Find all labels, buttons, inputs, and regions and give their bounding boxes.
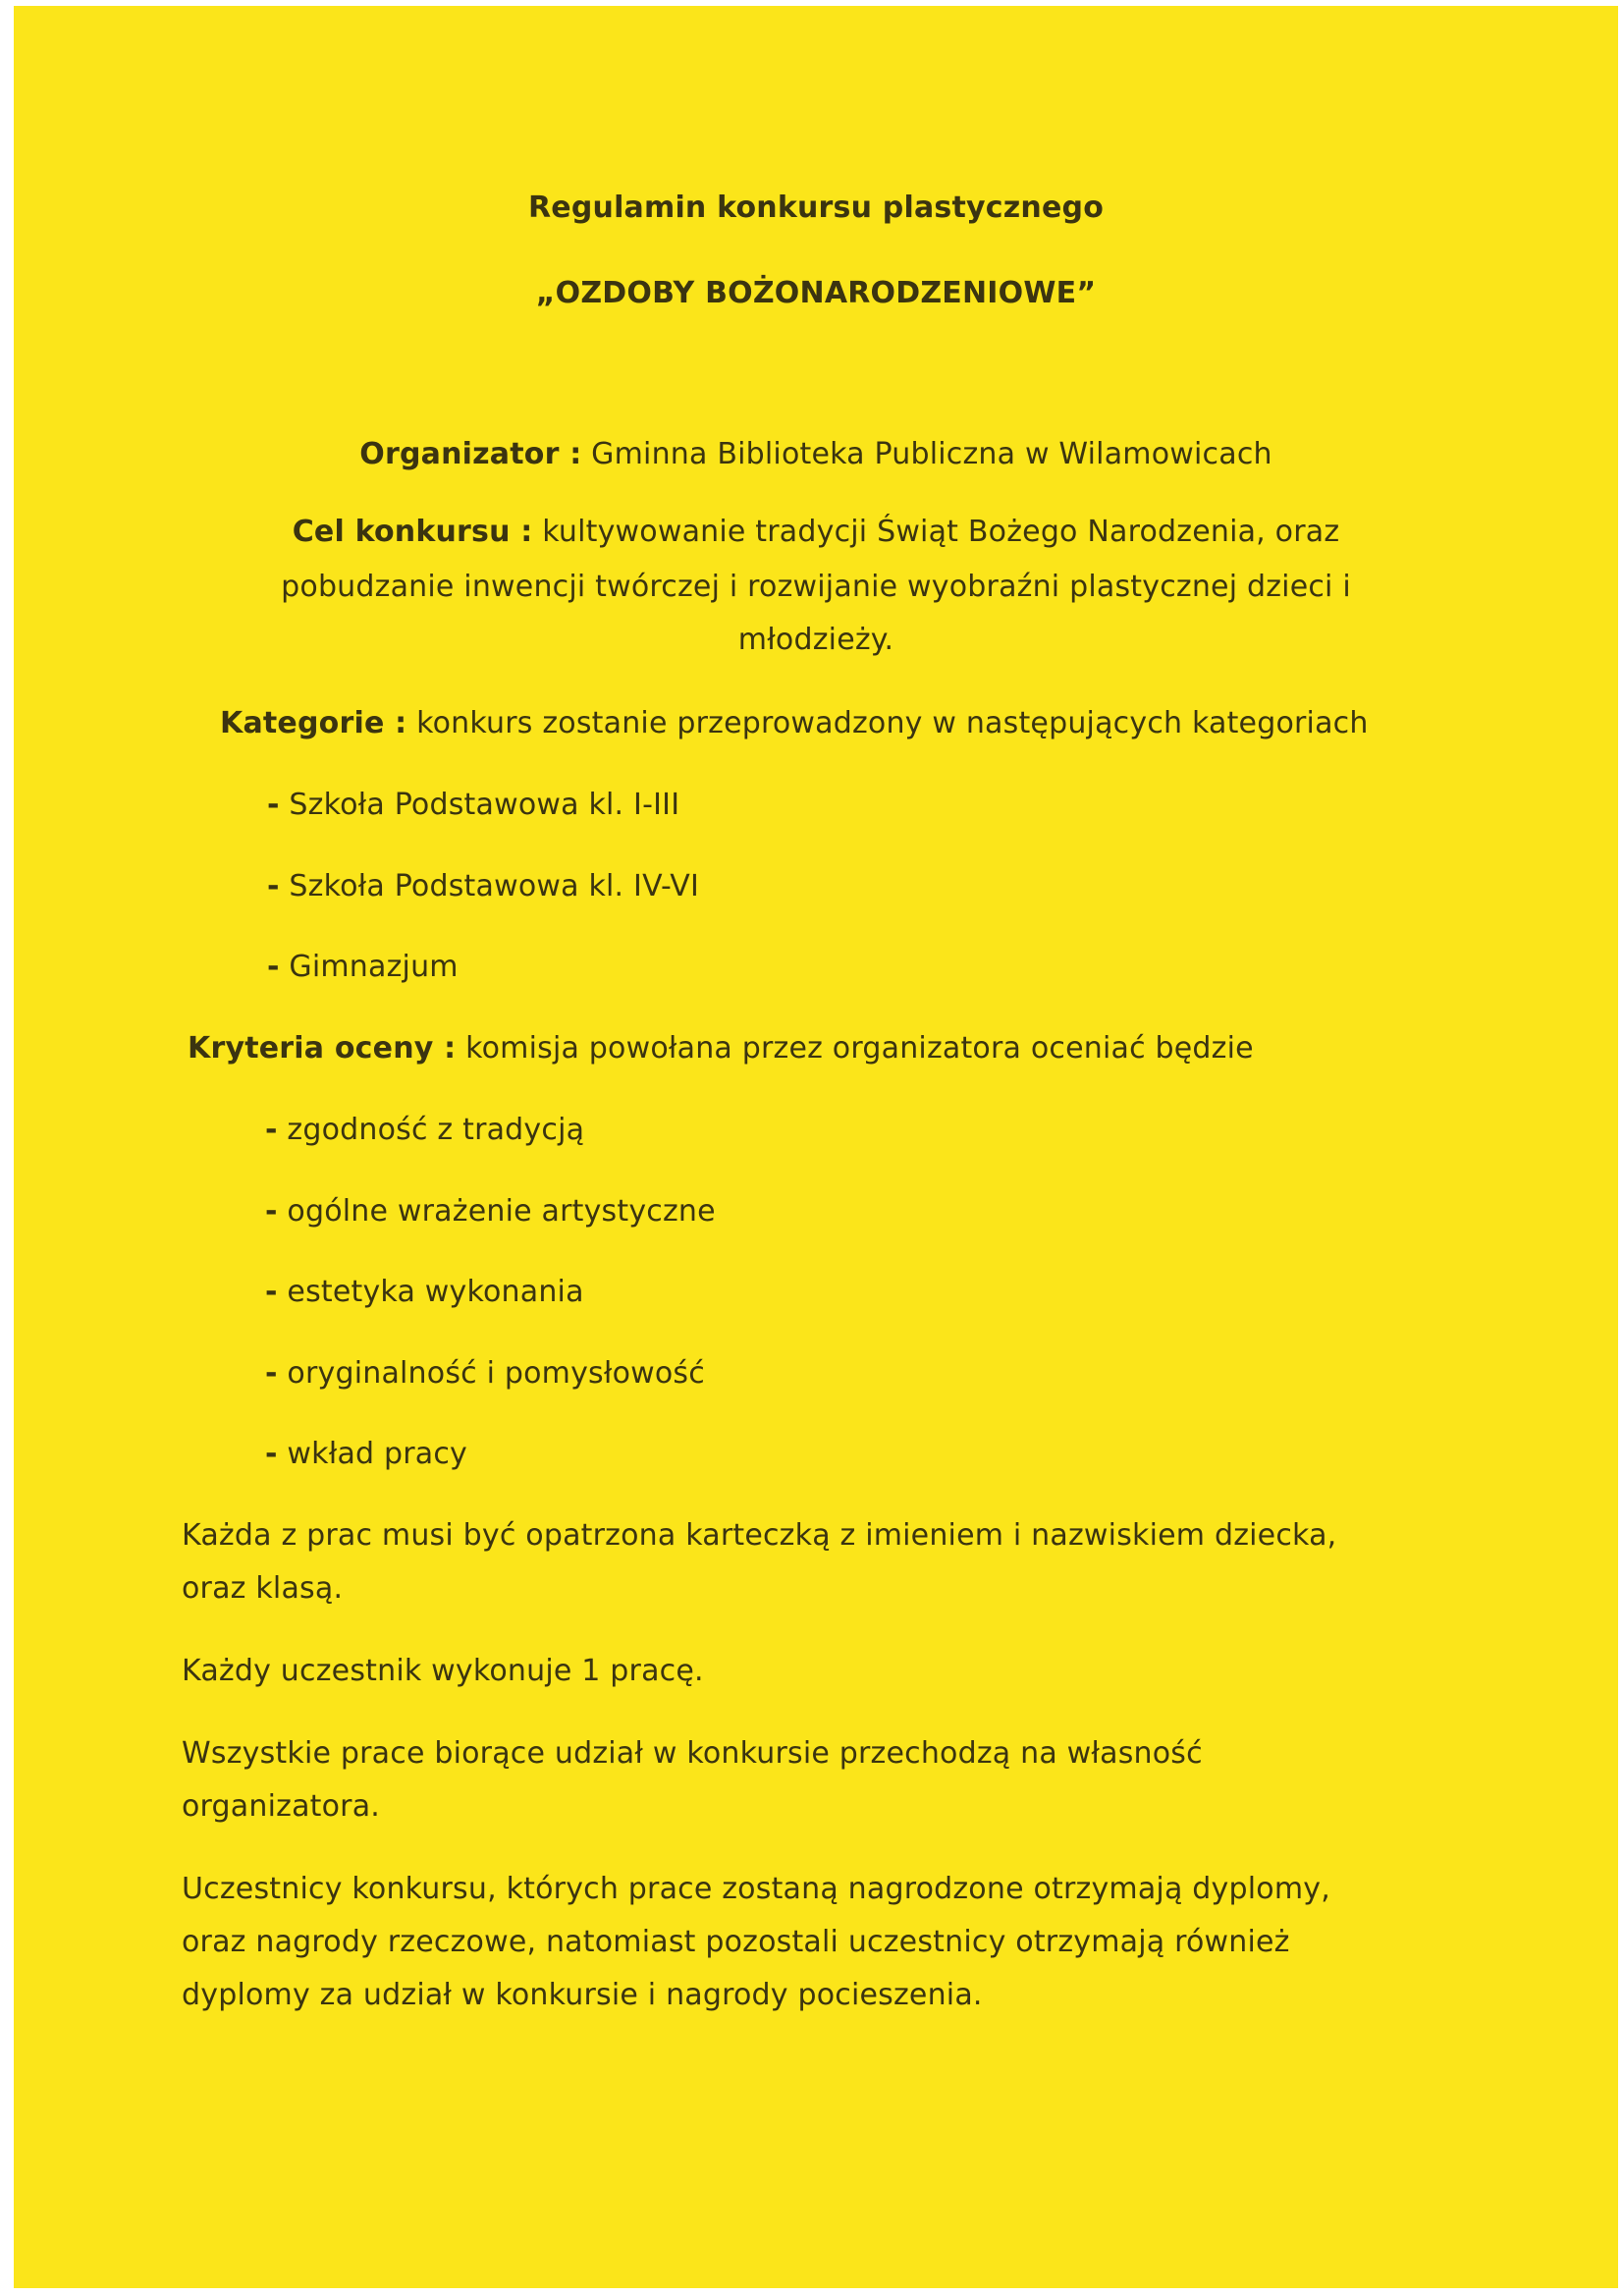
bullet: - bbox=[267, 869, 280, 903]
criteria-item bbox=[265, 1434, 467, 1475]
criteria-item bbox=[265, 1191, 716, 1232]
goal-line-1 bbox=[14, 512, 1618, 553]
criteria-line bbox=[188, 1028, 1254, 1069]
rule-paragraph-3-line-2: organizatora. bbox=[182, 1789, 381, 1824]
bullet: - bbox=[265, 1275, 278, 1309]
goal-line-2: pobudzanie inwencji twórczej i rozwijanie wyobraźni plastycznej dzieci i bbox=[281, 570, 1351, 604]
criteria-item bbox=[265, 1353, 705, 1394]
criteria-label: Kryteria oceny : bbox=[188, 1031, 457, 1066]
rule-paragraph-3-line-1: Wszystkie prace biorące udział w konkursie przechodzą na własność bbox=[182, 1736, 1203, 1771]
bullet: - bbox=[267, 950, 280, 984]
category-item-text: Szkoła Podstawowa kl. IV-VI bbox=[289, 869, 700, 903]
categories-label: Kategorie : bbox=[220, 706, 407, 740]
criteria-item bbox=[265, 1110, 584, 1151]
criteria-item-text: ogólne wrażenie artystyczne bbox=[287, 1194, 716, 1229]
rule-paragraph-4-line-2: oraz nagrody rzeczowe, natomiast pozostali uczestnicy otrzymają również bbox=[182, 1925, 1290, 1959]
goal-label: Cel konkursu : bbox=[292, 515, 533, 549]
categories-line bbox=[220, 703, 1369, 744]
rule-paragraph-2: Każdy uczestnik wykonuje 1 pracę. bbox=[182, 1654, 704, 1688]
category-item-text: Szkoła Podstawowa kl. I-III bbox=[289, 788, 680, 822]
criteria-item-text: oryginalność i pomysłowość bbox=[287, 1356, 705, 1391]
bullet: - bbox=[267, 788, 280, 822]
rule-paragraph-4-line-3: dyplomy za udział w konkursie i nagrody pocieszenia. bbox=[182, 1978, 983, 2012]
category-item bbox=[267, 785, 679, 826]
goal-line-3: młodzieży. bbox=[737, 623, 894, 657]
bullet: - bbox=[265, 1356, 278, 1391]
document-page bbox=[14, 6, 1618, 2288]
criteria-item-text: zgodność z tradycją bbox=[287, 1113, 585, 1147]
criteria-item bbox=[265, 1272, 584, 1313]
organizer-text: Gminna Biblioteka Publiczna w Wilamowicach bbox=[591, 437, 1272, 471]
rule-paragraph-1-line-1: Każda z prac musi być opatrzona karteczką z imieniem i nazwiskiem dziecka, bbox=[182, 1518, 1337, 1553]
rule-paragraph-1-line-2: oraz klasą. bbox=[182, 1571, 344, 1606]
bullet: - bbox=[265, 1113, 278, 1147]
categories-text: konkurs zostanie przeprowadzony w następujących kategoriach bbox=[416, 706, 1369, 740]
criteria-text: komisja powołana przez organizatora oceniać będzie bbox=[465, 1031, 1254, 1066]
criteria-item-text: estetyka wykonania bbox=[287, 1275, 584, 1309]
criteria-item-text: wkład pracy bbox=[287, 1437, 468, 1471]
organizer-line bbox=[14, 434, 1618, 475]
organizer-label: Organizator : bbox=[359, 437, 582, 471]
rule-paragraph-4-line-1: Uczestnicy konkursu, których prace zostaną nagrodzone otrzymają dyplomy, bbox=[182, 1872, 1330, 1906]
category-item-text: Gimnazjum bbox=[289, 950, 459, 984]
category-item bbox=[267, 947, 459, 988]
bullet: - bbox=[265, 1194, 278, 1229]
document-subtitle: „OZDOBY BOŻONARODZENIOWE” bbox=[535, 276, 1097, 310]
bullet: - bbox=[265, 1437, 278, 1471]
category-item bbox=[267, 866, 699, 907]
document-title: Regulamin konkursu plastycznego bbox=[527, 191, 1104, 225]
goal-text-1: kultywowanie tradycji Świąt Bożego Narodzenia, oraz bbox=[542, 515, 1340, 549]
